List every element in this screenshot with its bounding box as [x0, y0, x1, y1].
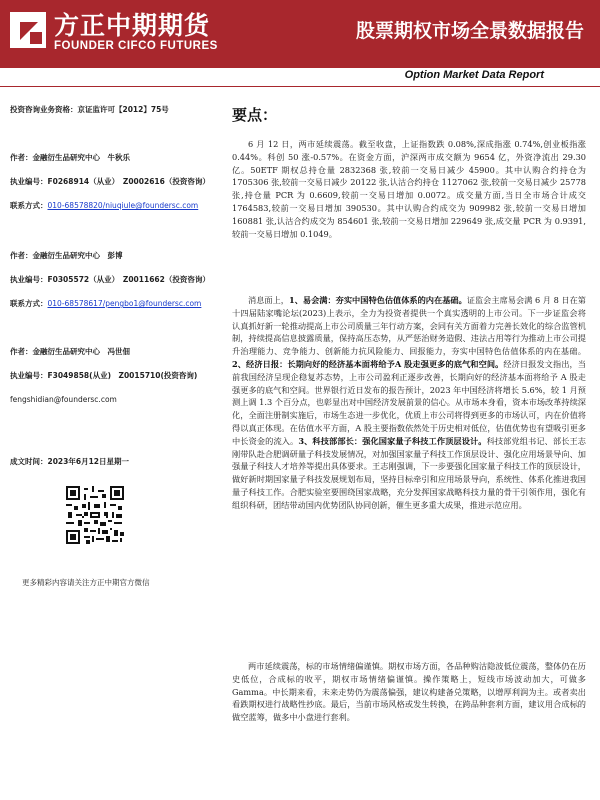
wechat-qr-code — [66, 486, 124, 544]
news-lead: 消息面上， — [248, 295, 289, 305]
author-line: 作者：金融衍生品研究中心 冯世佃 — [10, 347, 130, 356]
logo-text-en: FOUNDER CIFCO FUTURES — [54, 40, 218, 52]
strategy-paragraph: 两市延续震荡，标的市场情绪偏谨慎。期权市场方面，各品种购沽隐波低位震荡，整体仍在历史低位，合成标的收平，期权市场情绪偏谨慎。操作策略上，短线市场波动加大，可做多 Gamma。中长期来看，未来走势仍为震荡偏强，建议构建备兑策略，以增厚利润为主。或者卖出看跌期权进行战略性抄底。最后，当前市场风格或发生转换，在跨品种套利方面，建议用合成标的做空蓝筹，做多中小盘进行套利。 — [232, 661, 586, 723]
header-banner — [0, 0, 600, 68]
news-body-3: 科技部党组书记、部长王志刚带队赴合肥调研量子科技发展情况，对加强国家量子科技工作顶层设计、强化应用场景导向、加强量子科技人才培养等提出具体要求。王志刚强调，下一步要强化国家量子科技工作的顶层设计，做好新时期国家量子科技发展规划布局，坚持目标牵引和应用场景导向，系统性、体系化推进我国量子科技工作。合肥实验室要围绕国家战略，充分发挥国家战略科技力量的骨干引领作用，强化有组织科研，团结带动国内优势团队协同创新，催生更多重大成果，推进示范应用。 — [232, 435, 586, 510]
summary-paragraph: 6 月 12 日，两市延续震荡。截至收盘，上证指数跌 0.08%,深成指涨 0.74%,创业板指涨 0.44%。科创 50 涨-0.57%。在资金方面，沪深两市成交额为 9654 亿，外资净流出 29.30 亿。50ETF 期权总持仓量 2832368 张,较前一交易日减少 45900。其中认购合约持仓为 1705306 张,较前一交易日减少 20122 张,认沽合约持仓 1127062 张,较前一交易日减少 25778 张,持仓量 PCR 为 0.6609,较前一交易日增加 0.0072。成交量方面,当日全市场合计成交 1764583,较前一交易日增加 390530。其中认购合约成交为 909982 张,较前一交易日增加 160881 张,认沽合约成交为 854601 张,较前一交易日增加 229649 张,成交量 PCR 为 0.9391,较前一交易日增加 0.1049。 — [232, 139, 586, 239]
news-headline-1: 1、易会满：夯实中国特色估值体系的内在基础。 — [288, 295, 467, 305]
founder-logo-icon — [8, 10, 48, 50]
contact-link[interactable]: 010-68578617/pengbo1@foundersc.com — [47, 299, 202, 308]
report-title-en: Option Market Data Report — [404, 69, 544, 81]
contact-link[interactable]: 010-68578820/niuqiule@foundersc.com — [47, 201, 199, 210]
qr-caption: 更多精彩内容请关注方正中期官方微信 — [22, 578, 150, 587]
logo-text-cn: 方正中期期货 — [54, 11, 211, 40]
news-paragraph — [232, 294, 586, 512]
news-body-1: 证监会主席易会满 6 月 8 日在第十四届陆家嘴论坛(2023)上表示，全力为投资者提供一个真实透明的上市公司。下一步证监会将认真抓好新一轮推动提高上市公司质量三年行动方案，会同有关方面着力完善长效化的综合监管机制，持续提高信息披露质量，保持高压态势，从严惩治财务造假、违法占用等行为推动上市公司提升治理能力、竞争能力、创新能力抗风险能力、回报能力，夯实中国特色估值体系的内在基础。 — [232, 295, 586, 357]
section-heading: 要点： — [232, 106, 278, 124]
news-headline-2: 2、经济日报：长期向好的经济基本面将给予A 股走强更多的底气和空间。 — [232, 358, 504, 369]
contact-email: fengshidian@foundersc.com — [10, 395, 117, 404]
license-line: 执业编号：F0305572（从业） Z0011662（投资咨询） — [10, 275, 210, 284]
news-body-2: 经济日报发文指出，当前我国经济呈现企稳复苏态势，上市公司盈利正逐步改善，长期向好的经济基本面将给予 A 股走强更多的底气和空间。世界银行近日发布的报告预计，2023 年中国经济将增长 5.6%，较 1 月预测上调 1.3 个百分点，也彰显出对中国经济发展前景的信心。从市场本身看，资本市场改革持续深化，全面注册制实施后，市场生态进一步优化，优质上市公司将得到更多的市场认可，内在价值将得以真正体现。在估值水平方面，A 股主要指数依然处于历史相对低位，估值优势也有望吸引更多中长资金的流入。 — [232, 358, 586, 446]
news-headline-3: 3、科技部部长：强化国家量子科技工作顶层设计。 — [298, 435, 487, 446]
contact-label: 联系方式： — [10, 201, 48, 210]
date-line: 成文时间：2023年6月12日星期一 — [10, 457, 130, 466]
license-line: 执业编号：F3049858(从业) Z0015710(投资咨询) — [10, 371, 198, 380]
header-divider — [0, 86, 600, 87]
author-line: 作者：金融衍生品研究中心 牛秋乐 — [10, 153, 130, 162]
license-line: 执业编号：F0268914（从业） Z0002616（投资咨询） — [10, 177, 210, 186]
report-title-cn: 股票期权市场全景数据报告 — [355, 20, 584, 42]
author-line: 作者：金融衍生品研究中心 彭博 — [10, 251, 123, 260]
contact-line — [10, 298, 201, 309]
qualification-line: 投资咨询业务资格：京证监许可【2012】75号 — [10, 105, 169, 114]
contact-label: 联系方式： — [10, 299, 48, 308]
contact-line — [10, 200, 198, 211]
contact-line — [10, 394, 117, 405]
